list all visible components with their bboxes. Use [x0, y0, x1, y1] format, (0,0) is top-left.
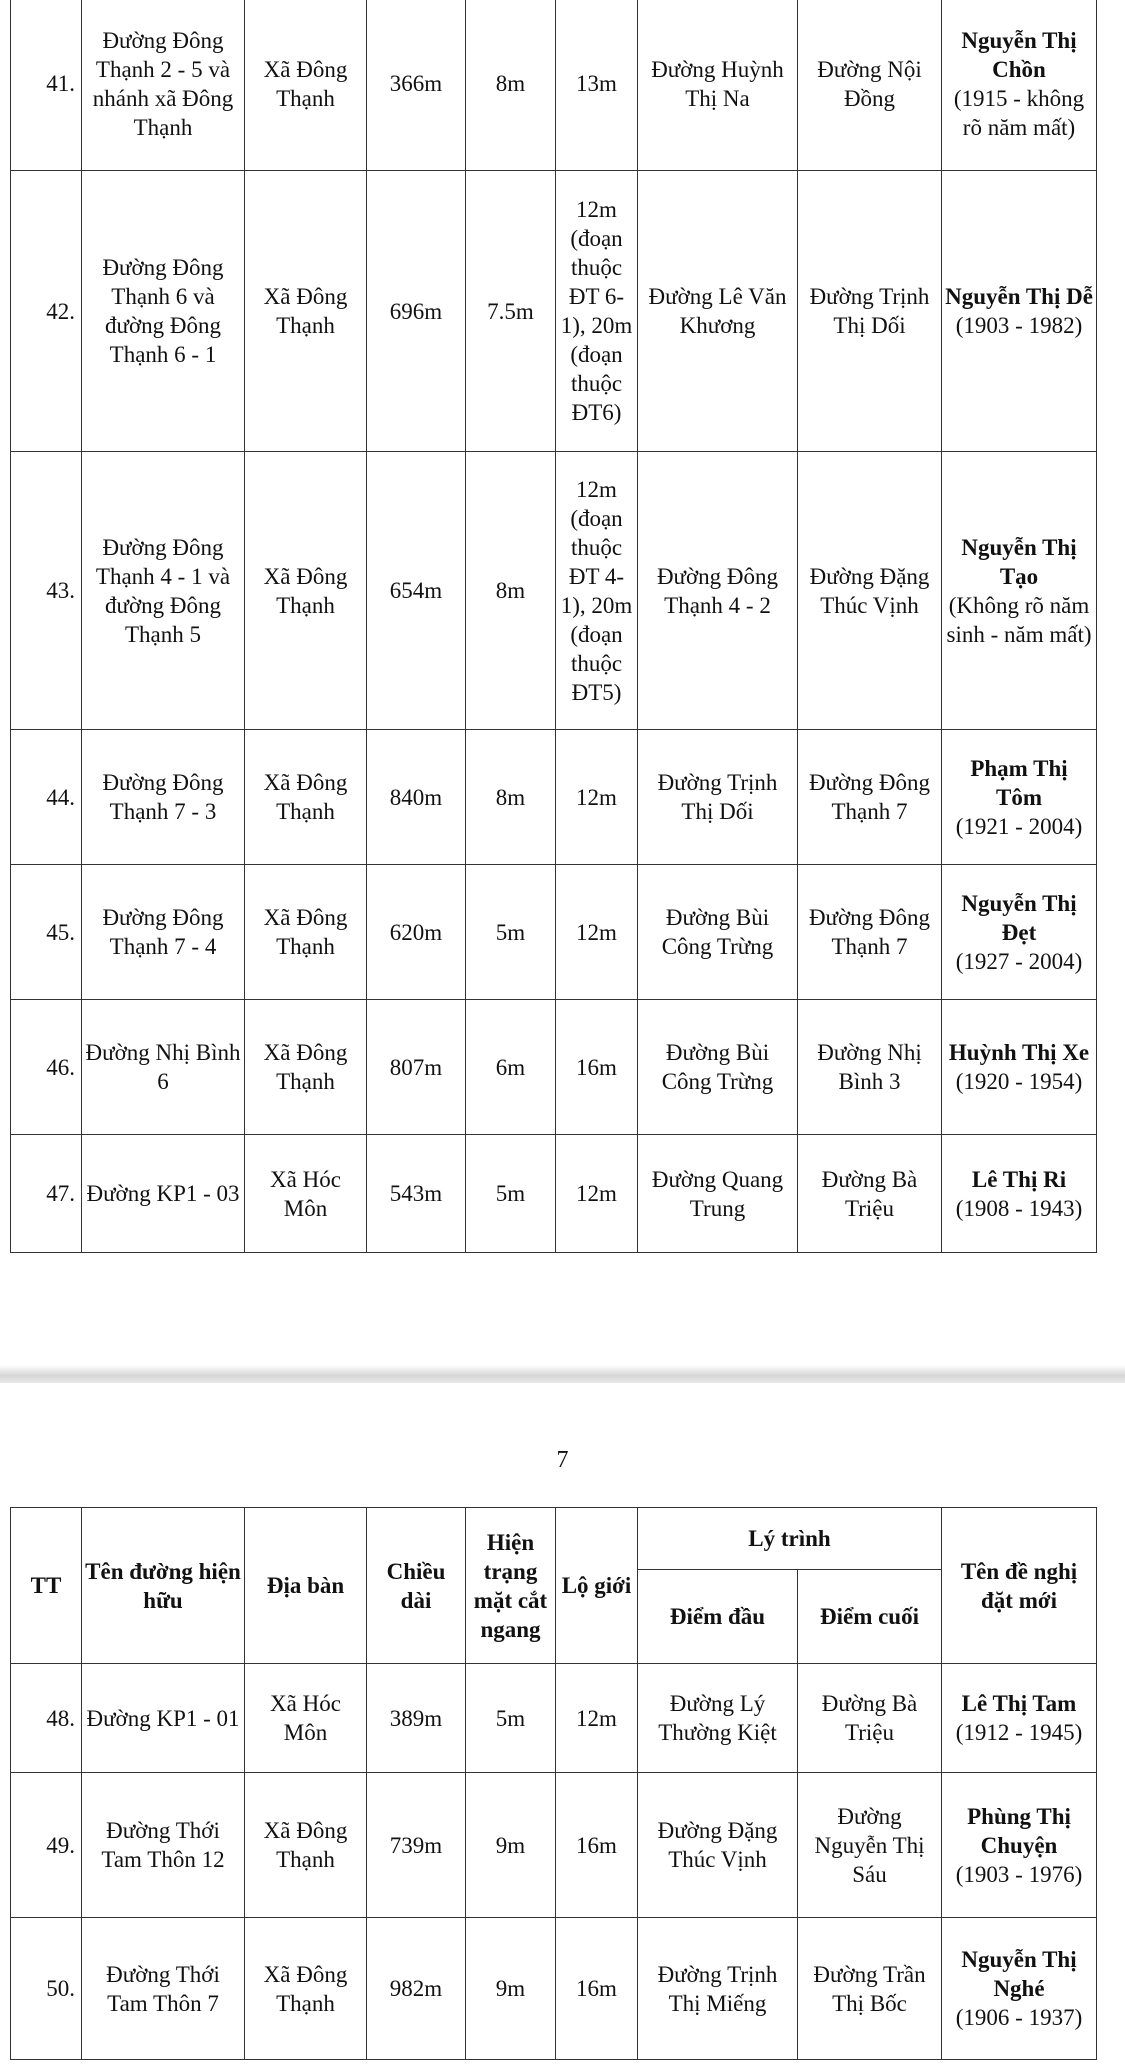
cell-tt: 46. — [11, 1000, 82, 1135]
cell-length: 620m — [367, 865, 466, 1000]
proposed-name: Nguyễn Thị Đẹt — [961, 890, 1077, 945]
cell-tt: 48. — [11, 1664, 82, 1773]
table-row — [11, 1773, 1097, 1918]
cell-tt: 45. — [11, 865, 82, 1000]
header-length: Chiều dài — [367, 1508, 466, 1664]
header-start: Điểm đầu — [638, 1570, 798, 1664]
cell-current-name: Đường Đông Thạnh 7 - 4 — [82, 865, 245, 1000]
cell-end: Đường Nhị Bình 3 — [798, 1000, 942, 1135]
page-number: 7 — [556, 1447, 569, 1473]
cell-end: Đường Đặng Thúc Vịnh — [798, 452, 942, 730]
cell-proposed-name — [942, 1000, 1097, 1135]
cell-area: Xã Hóc Môn — [245, 1135, 367, 1253]
cell-current-name: Đường Đông Thạnh 6 và đường Đông Thạnh 6 - 1 — [82, 171, 245, 452]
cell-proposed-name — [942, 1135, 1097, 1253]
cell-proposed-name — [942, 1664, 1097, 1773]
header-cross-section: Hiện trạng mặt cắt ngang — [466, 1508, 556, 1664]
cell-area: Xã Đông Thạnh — [245, 0, 367, 171]
cell-length: 389m — [367, 1664, 466, 1773]
cell-cross-section: 5m — [466, 1135, 556, 1253]
table-row — [11, 865, 1097, 1000]
cell-end: Đường Nội Đồng — [798, 0, 942, 171]
street-naming-table — [10, 1507, 1097, 2060]
cell-tt: 42. — [11, 171, 82, 452]
cell-boundary: 16m — [556, 1000, 638, 1135]
proposed-name: Nguyễn Thị Nghé — [961, 1947, 1077, 2001]
cell-proposed-name — [942, 171, 1097, 452]
cell-length: 739m — [367, 1773, 466, 1918]
cell-cross-section: 7.5m — [466, 171, 556, 452]
proposed-name: Nguyễn Thị Dễ — [945, 284, 1093, 309]
proposed-name-years: (1906 - 1937) — [955, 2005, 1083, 2030]
proposed-name: Phùng Thị Chuyện — [967, 1803, 1071, 1858]
header-proposed-name: Tên đề nghị đặt mới — [942, 1508, 1097, 1664]
cell-start: Đường Đặng Thúc Vịnh — [638, 1773, 798, 1918]
proposed-name-years: (1903 - 1982) — [955, 313, 1083, 338]
cell-cross-section: 9m — [466, 1918, 556, 2060]
cell-tt: 47. — [11, 1135, 82, 1253]
header-end: Điểm cuối — [798, 1570, 942, 1664]
cell-current-name: Đường Đông Thạnh 7 - 3 — [82, 730, 245, 865]
table-row — [11, 1000, 1097, 1135]
cell-proposed-name — [942, 1918, 1097, 2060]
cell-area: Xã Đông Thạnh — [245, 865, 367, 1000]
cell-cross-section: 9m — [466, 1773, 556, 1918]
cell-tt: 43. — [11, 452, 82, 730]
cell-proposed-name — [942, 1773, 1097, 1918]
cell-start: Đường Lê Văn Khương — [638, 171, 798, 452]
cell-boundary: 16m — [556, 1773, 638, 1918]
cell-current-name: Đường Thới Tam Thôn 12 — [82, 1773, 245, 1918]
cell-current-name: Đường Thới Tam Thôn 7 — [82, 1918, 245, 2060]
cell-current-name: Đường Đông Thạnh 4 - 1 và đường Đông Thạnh 5 — [82, 452, 245, 730]
cell-length: 366m — [367, 0, 466, 171]
cell-tt: 49. — [11, 1773, 82, 1918]
cell-area: Xã Hóc Môn — [245, 1664, 367, 1773]
cell-cross-section: 8m — [466, 730, 556, 865]
cell-boundary: 13m — [556, 0, 638, 171]
cell-boundary: 12m — [556, 1664, 638, 1773]
cell-length: 696m — [367, 171, 466, 452]
cell-tt: 50. — [11, 1918, 82, 2060]
cell-length: 807m — [367, 1000, 466, 1135]
proposed-name-years: (1921 - 2004) — [955, 813, 1083, 839]
cell-boundary: 12m — [556, 1135, 638, 1253]
proposed-name-years: (1903 - 1976) — [955, 1861, 1083, 1887]
cell-cross-section: 5m — [466, 865, 556, 1000]
table-row — [11, 730, 1097, 865]
cell-cross-section: 6m — [466, 1000, 556, 1135]
cell-tt: 44. — [11, 730, 82, 865]
cell-length: 543m — [367, 1135, 466, 1253]
cell-current-name: Đường KP1 - 01 — [82, 1664, 245, 1773]
cell-area: Xã Đông Thạnh — [245, 1918, 367, 2060]
street-naming-table-continued — [10, 0, 1097, 1253]
cell-start: Đường Huỳnh Thị Na — [638, 0, 798, 171]
cell-length: 840m — [367, 730, 466, 865]
cell-cross-section: 8m — [466, 0, 556, 171]
proposed-name-years: (1915 - không rõ năm mất) — [953, 85, 1085, 140]
cell-current-name: Đường Đông Thạnh 2 - 5 và nhánh xã Đông Thạnh — [82, 0, 245, 171]
header-current-name: Tên đường hiện hữu — [82, 1508, 245, 1664]
cell-end: Đường Trần Thị Bốc — [798, 1918, 942, 2060]
cell-end: Đường Bà Triệu — [798, 1664, 942, 1773]
cell-area: Xã Đông Thạnh — [245, 1773, 367, 1918]
cell-area: Xã Đông Thạnh — [245, 452, 367, 730]
cell-proposed-name — [942, 730, 1097, 865]
proposed-name-years: (1908 - 1943) — [955, 1195, 1083, 1221]
header-boundary: Lộ giới — [556, 1508, 638, 1664]
cell-tt: 41. — [11, 0, 82, 171]
table-header-row — [11, 1508, 1097, 1570]
proposed-name: Lê Thị Tam — [961, 1691, 1077, 1716]
page-separator — [0, 1365, 1125, 1383]
proposed-name-years: (1912 - 1945) — [955, 1720, 1083, 1745]
cell-proposed-name — [942, 0, 1097, 171]
proposed-name: Nguyễn Thị Tạo — [961, 534, 1077, 589]
table-row — [11, 1135, 1097, 1253]
cell-cross-section: 5m — [466, 1664, 556, 1773]
table-row — [11, 0, 1097, 171]
cell-end: Đường Đông Thạnh 7 — [798, 730, 942, 865]
cell-boundary: 12m (đoạn thuộc ĐT 4-1), 20m (đoạn thuộc ĐT5) — [556, 452, 638, 730]
cell-cross-section: 8m — [466, 452, 556, 730]
proposed-name: Phạm Thị Tôm — [970, 755, 1068, 810]
cell-area: Xã Đông Thạnh — [245, 730, 367, 865]
proposed-name-years: (Không rõ năm sinh - năm mất) — [946, 592, 1092, 647]
cell-boundary: 12m (đoạn thuộc ĐT 6-1), 20m (đoạn thuộc ĐT6) — [556, 171, 638, 452]
proposed-name-years: (1927 - 2004) — [955, 948, 1083, 974]
cell-length: 982m — [367, 1918, 466, 2060]
cell-length: 654m — [367, 452, 466, 730]
cell-start: Đường Trịnh Thị Dối — [638, 730, 798, 865]
cell-end: Đường Đông Thạnh 7 — [798, 865, 942, 1000]
table-row — [11, 1918, 1097, 2060]
cell-area: Xã Đông Thạnh — [245, 171, 367, 452]
cell-proposed-name — [942, 865, 1097, 1000]
cell-end: Đường Nguyễn Thị Sáu — [798, 1773, 942, 1918]
header-tt: TT — [11, 1508, 82, 1664]
document-page-lower — [0, 1383, 1125, 2068]
cell-start: Đường Bùi Công Trừng — [638, 1000, 798, 1135]
proposed-name: Huỳnh Thị Xe — [948, 1040, 1090, 1065]
cell-boundary: 12m — [556, 865, 638, 1000]
table-row — [11, 171, 1097, 452]
cell-start: Đường Bùi Công Trừng — [638, 865, 798, 1000]
cell-start: Đường Lý Thường Kiệt — [638, 1664, 798, 1773]
header-route: Lý trình — [638, 1508, 942, 1570]
cell-current-name: Đường Nhị Bình 6 — [82, 1000, 245, 1135]
proposed-name: Nguyễn Thị Chồn — [961, 27, 1077, 82]
cell-start: Đường Trịnh Thị Miếng — [638, 1918, 798, 2060]
cell-boundary: 12m — [556, 730, 638, 865]
cell-proposed-name — [942, 452, 1097, 730]
cell-start: Đường Đông Thạnh 4 - 2 — [638, 452, 798, 730]
header-area: Địa bàn — [245, 1508, 367, 1664]
cell-start: Đường Quang Trung — [638, 1135, 798, 1253]
cell-boundary: 16m — [556, 1918, 638, 2060]
cell-end: Đường Trịnh Thị Dối — [798, 171, 942, 452]
table-row — [11, 1664, 1097, 1773]
proposed-name: Lê Thị Ri — [971, 1166, 1067, 1192]
cell-area: Xã Đông Thạnh — [245, 1000, 367, 1135]
table-row — [11, 452, 1097, 730]
cell-end: Đường Bà Triệu — [798, 1135, 942, 1253]
cell-current-name: Đường KP1 - 03 — [82, 1135, 245, 1253]
proposed-name-years: (1920 - 1954) — [955, 1069, 1083, 1094]
